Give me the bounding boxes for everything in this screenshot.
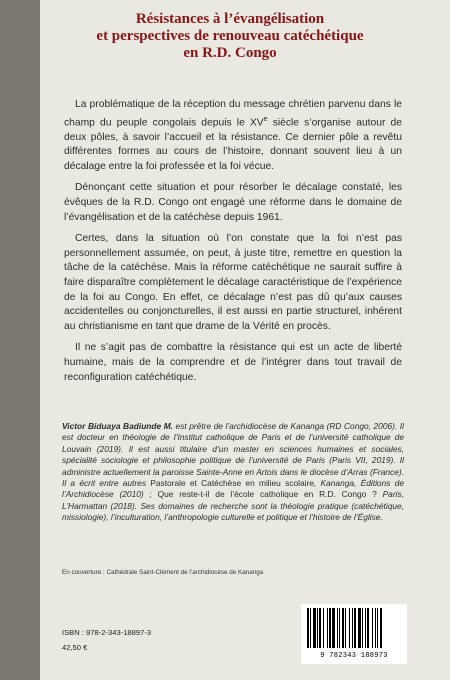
bio-work-title: Pastorale et Catéchèse en milieu scolaire: [150, 478, 314, 489]
barcode-bar: [349, 608, 350, 648]
bio-work-title: Que reste-t-il de l’école catholique en R.D. Congo ?: [157, 489, 377, 500]
barcode-bar: [380, 608, 382, 648]
price: 42,50 €: [62, 643, 88, 652]
barcode-bar: [307, 608, 309, 648]
barcode-bar: [339, 608, 340, 648]
barcode-bar: [354, 608, 356, 648]
bio-text: , Kananga, Éditions de l’Archidiocèse (2010) ;: [62, 478, 404, 500]
barcode-bar: [377, 608, 378, 648]
blurb-text: La problématique de la réception du message chrétien parvenu dans le champ du peuple congolais depuis le XV: [64, 99, 402, 129]
barcode-bar: [313, 608, 316, 648]
barcode-bar: [319, 608, 321, 648]
isbn: ISBN : 978-2-343-18897-3: [62, 628, 152, 637]
barcode-bar: [310, 608, 311, 648]
barcode-bar: [332, 608, 335, 648]
barcode-bar: [323, 608, 324, 648]
barcode-bar: [345, 608, 346, 648]
blurb: [64, 98, 402, 392]
barcode-digits: 9 782343 188973: [320, 652, 388, 660]
bio-text: est prêtre de l’archidiocèse de Kananga (RD Congo, 2006). Il est docteur en théologie de l’Institut catholique de Paris et de l’université catholique de Louvain (2019). Il est aussi titulaire d’un master en sciences humaines et sociales, spécialité sociologie et philosophie politique de l’université de Paris (Paris VII, 2019). Il administre actuellement la paroisse Sainte-Anne en Artois dans le diocèse d’Arras (France). Il a écrit entre autres: [62, 421, 404, 489]
title-line-1: Résistances à l’évangélisation: [135, 11, 325, 27]
title-line-3: en R.D. Congo: [183, 45, 277, 61]
author-name: Victor Biduaya Badiunde M.: [62, 421, 174, 431]
blurb-paragraph: [64, 181, 402, 225]
barcode-bar: [317, 608, 318, 648]
barcode-bar: [362, 608, 363, 648]
blurb-text: siècle s’organise autour de deux pôles, à savoir l’accueil et la résistance. Ce dernier pôle a revêtu différentes formes au cours de l’histoire, donnant souvent lieu à un décalage entre la foi professée et la foi vécue.: [64, 117, 402, 172]
barcode-bar: [365, 608, 366, 648]
barcode: [301, 604, 407, 664]
barcode-bar: [358, 608, 361, 648]
barcode-bars: [307, 608, 401, 652]
blurb-text: Dénonçant cette situation et pour résorber le décalage constaté, les évêques de la R.D. Congo ont engagé une réforme dans le domaine de l’évangélisation et de la catéchèse depuis 1961.: [64, 182, 402, 223]
blurb-text: Il ne s’agit pas de combattre la résistance qui est un acte de liberté humaine, mais de la comprendre et de l’intégrer dans tout travail de reconfiguration catéchétique.: [64, 342, 402, 383]
barcode-bar: [342, 608, 344, 648]
author-bio: [62, 421, 404, 524]
barcode-bar: [352, 608, 353, 648]
blurb-text: Certes, dans la situation où l’on constate que la foi n’est pas personnellement assumée, on peut, à juste titre, remettre en question la tâche de la catéchèse. Mais la réforme catéchétique ne saurait suffire à faire disparaître complètement le décalage caractéristique de l’expérience de la foi au Congo. En effet, ce décalage n’est pas dû qu’aux causes accidentelles ou conjoncturelles, il est aussi en partie structurel, inhérent au christianisme en tant que drame de la Vérité en procès.: [64, 233, 402, 332]
barcode-bar: [337, 608, 338, 648]
blurb-paragraph: [64, 98, 402, 174]
barcode-bar: [372, 608, 373, 648]
barcode-bar: [327, 608, 328, 648]
book-title: [40, 11, 420, 62]
blurb-paragraph: [64, 232, 402, 334]
barcode-bar: [375, 608, 376, 648]
superscript: e: [263, 115, 268, 123]
cover-credit: En couverture : Cathédrale Saint-Clément de l’archidiocèse de Kananga: [62, 569, 264, 576]
barcode-bar: [367, 608, 369, 648]
title-line-2: et perspectives de renouveau catéchétique: [96, 28, 364, 44]
barcode-bar: [329, 608, 331, 648]
blurb-paragraph: [64, 341, 402, 385]
bio-text: Paris, L’Harmattan (2018). Ses domaines de recherche sont la théologie pratique (catéchétique, missiologie), l’inculturation, l’anthropologie culturelle et politique et l’histoire de l’Église.: [62, 489, 404, 523]
